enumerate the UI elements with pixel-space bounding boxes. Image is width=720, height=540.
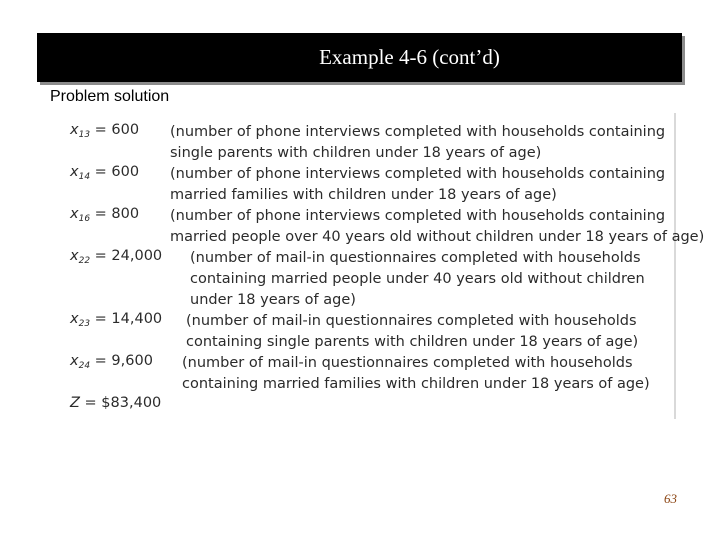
slide-title: Example 4-6 (cont’d) (319, 45, 500, 69)
section-label: Problem solution (50, 88, 170, 105)
equation: $x_{23} = 14,400$ (70, 311, 163, 329)
equation: $x_{22} = 24,000$ (70, 248, 163, 266)
equation-description: (number of phone interviews completed with households containing single parents with children under 18 years of age) (170, 124, 666, 161)
equation-description: (number of mail-in questionnaires completed with households containing single parents with children under 18 years of age) (186, 313, 639, 350)
equation-description: (number of phone interviews completed with households containing married people over 40 years old without children under 18 years of age) (170, 208, 705, 245)
equation: $x_{14} = 600$ (70, 164, 140, 182)
equation-total: Z = $83,400 (70, 395, 162, 411)
page-number: 63 (664, 491, 677, 506)
equation: $x_{13} = 600$ (70, 122, 140, 140)
equation-description: (number of mail-in questionnaires completed with households containing married people under 40 years old without children under 18 years of age) (190, 250, 645, 308)
solution-panel (60, 113, 705, 419)
equation-description: (number of phone interviews completed with households containing married families with children under 18 years of age) (170, 166, 666, 203)
equation: $x_{16} = 800$ (70, 206, 140, 224)
equation-description: (number of mail-in questionnaires completed with households containing married families with children under 18 years of age) (182, 355, 650, 392)
slide-title-bar (37, 33, 682, 82)
equation: $x_{24} = 9,600$ (70, 353, 153, 371)
